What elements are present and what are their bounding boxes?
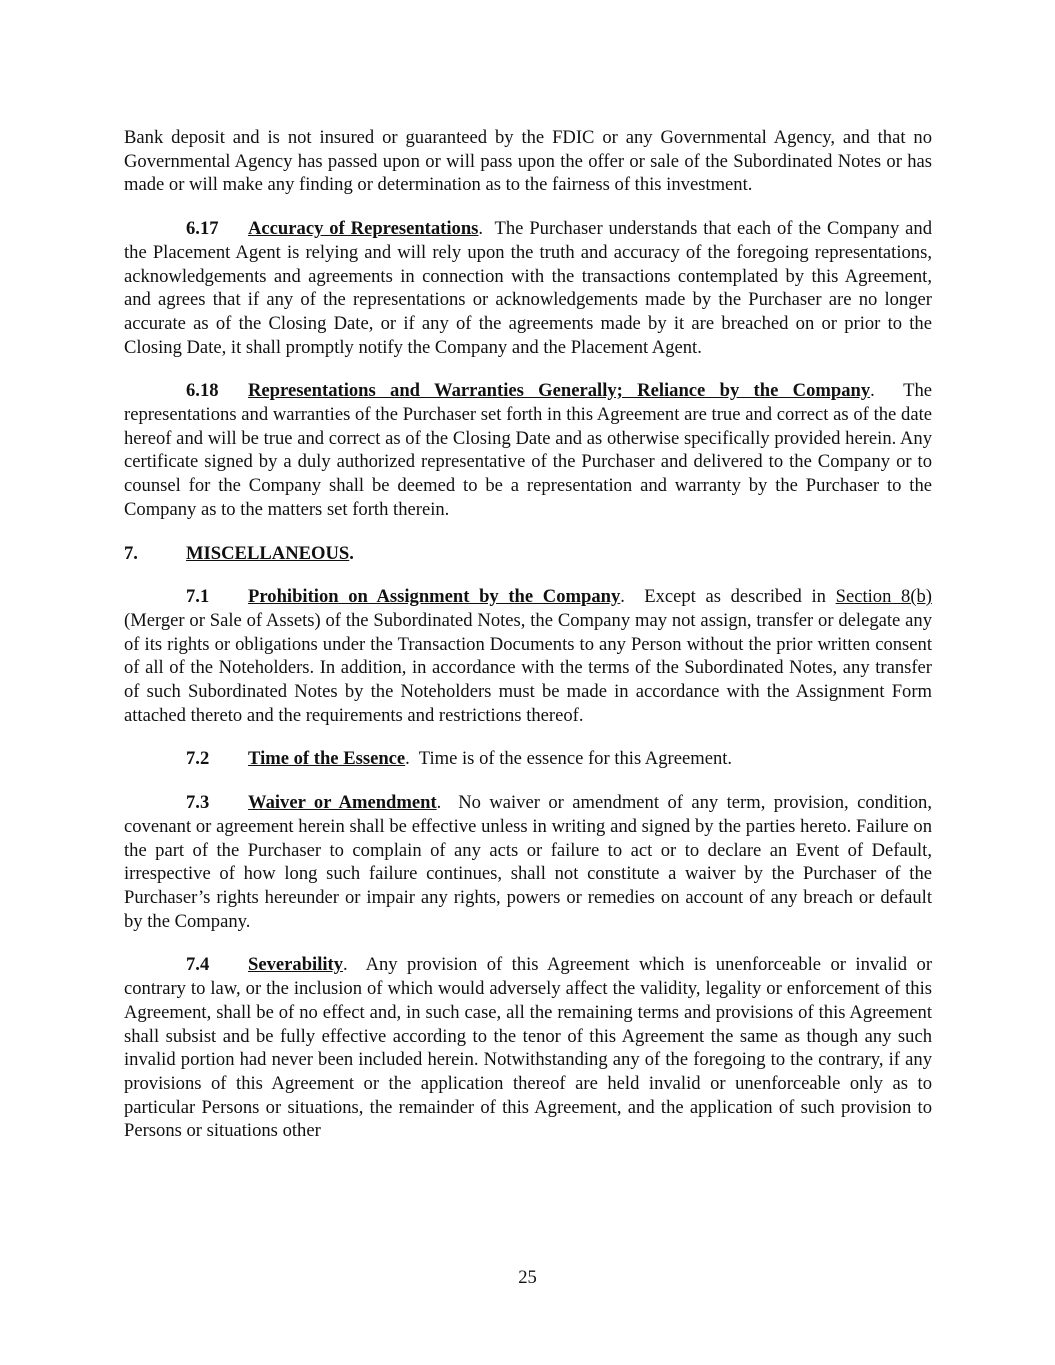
page-number: 25 [518, 1267, 537, 1288]
section-8b-link[interactable]: Section 8(b) [835, 586, 932, 608]
continuation-text: Bank deposit and is not insured or guaranteed by the FDIC or any Governmental Agency, and that no Governmental Agency has passed upon or will pass upon the offer or sale of the Subordinated Notes or has made or will make any finding or determination as to the fairness of this investment. [124, 127, 932, 196]
section-number: 6.18 [186, 380, 219, 402]
section-text: No waiver or amendment of any term, provision, condition, covenant or agreement herein shall be effective unless in writing and signed by the parties hereto. Failure on the part of the Purchaser to complain of any acts or failure to act or to declare an Event of Default, irrespective of how long such failure continues, shall not constitute a waiver by the Purchaser of the Purchaser’s rights hereunder or impair any rights, powers or remedies on account of any breach or default by the Company. [124, 792, 932, 932]
section-text: The representations and warranties of the Purchaser set forth in this Agreement are true and correct as of the date hereof and will be true and correct as of the Closing Date and as otherwise specifically provided herein. Any certificate signed by a duly authorized representative of the Purchaser and delivered to the Company or to counsel for the Company shall be deemed to be a representation and warranty by the Purchaser to the Company as to the matters set forth therein. [124, 380, 933, 520]
continuation-paragraph [124, 126, 932, 197]
section-text: Except as described in [644, 586, 826, 608]
section-6-18: 6.18 Representations and Warranties Generally; Reliance by the Company. The representations and warranties of the Purchaser set forth in this Agreement are true and correct as of the date hereof and will be true and correct as of the Closing Date and as otherwise specifically provided herein. Any certificate signed by a duly authorized representative of the Purchaser and delivered to the Company or to counsel for the Company shall be deemed to be a representation and warranty by the Purchaser to the Company as to the matters set forth therein. [124, 380, 933, 520]
section-7-4: 7.4 Severability. Any provision of this Agreement which is unenforceable or invalid or contrary to law, or the inclusion of which would adversely affect the validity, legality or enforcement of this Agreement, shall be of no effect and, in such case, all the remaining terms and provisions of this Agreement shall subsist and be fully effective according to the tenor of this Agreement the same as though any such invalid portion had never been included herein. Notwithstanding any of the foregoing to the contrary, if any provisions of this Agreement or the application thereof are held invalid or unenforceable only as to particular Persons or situations, the remainder of this Agreement, and the application of such provision to Persons or situations other [124, 954, 933, 1142]
section-heading: Waiver or Amendment [248, 792, 437, 814]
section-heading: Time of the Essence [248, 748, 406, 770]
section-heading: Severability [248, 954, 344, 976]
section-heading: Prohibition on Assignment by the Company [248, 586, 621, 608]
document-page [124, 126, 932, 1163]
section-heading: Accuracy of Representations [248, 218, 479, 240]
section-7-1: 7.1 Prohibition on Assignment by the Company. Except as described in Section 8(b) (Merger or Sale of Assets) of the Subordinated Notes, the Company may not assign, transfer or delegate any of its rights or obligations under the Transaction Documents to any Person without the prior written consent of all of the Noteholders. In addition, in accordance with the terms of the Subordinated Notes, any transfer of such Subordinated Notes by the Noteholders must be made in accordance with the Assignment Form attached thereto and the requirements and restrictions thereof. [124, 586, 932, 726]
section-number: 6.17 [186, 218, 219, 240]
section-6-17: 6.17 Accuracy of Representations. The Purchaser understands that each of the Company and the Placement Agent is relying and will rely upon the truth and accuracy of the foregoing representations, acknowledgements and agreements in connection with the transactions contemplated by this Agreement, and agrees that if any of the representations or acknowledgements made by the Purchaser are no longer accurate as of the Closing Date, or if any of the agreements made by it are breached on or prior to the Closing Date, it shall promptly notify the Company and the Placement Agent. [124, 218, 933, 358]
section-number: 7. [124, 542, 138, 564]
section-number: 7.2 [186, 748, 210, 770]
section-text: (Merger or Sale of Assets) of the Subordinated Notes, the Company may not assign, transfer or delegate any of its rights or obligations under the Transaction Documents to any Person without the prior written consent of all of the Noteholders. In addition, in accordance with the terms of the Subordinated Notes, any transfer of such Subordinated Notes by the Noteholders must be made in accordance with the Assignment Form attached thereto and the requirements and restrictions thereof. [124, 609, 932, 726]
section-title: MISCELLANEOUS [186, 542, 350, 564]
section-text: The Purchaser understands that each of the Company and the Placement Agent is relying and will rely upon the truth and accuracy of the foregoing representations, acknowledgements and agreements in connection with the transactions contemplated by this Agreement, and agrees that if any of the representations or acknowledgements made by the Purchaser are no longer accurate as of the Closing Date, or if any of the agreements made by it are breached on or prior to the Closing Date, it shall promptly notify the Company and the Placement Agent. [124, 218, 933, 358]
section-number: 7.3 [186, 792, 210, 814]
section-heading: Representations and Warranties Generally; Reliance by the Company [248, 380, 871, 402]
section-7-heading: 7. MISCELLANEOUS. [124, 542, 354, 564]
section-7-3: 7.3 Waiver or Amendment. No waiver or amendment of any term, provision, condition, covenant or agreement herein shall be effective unless in writing and signed by the parties hereto. Failure on the part of the Purchaser to complain of any acts or failure to act or to declare an Event of Default, irrespective of how long such failure continues, shall not constitute a waiver by the Purchaser of the Purchaser’s rights hereunder or impair any rights, powers or remedies on account of any breach or default by the Company. [124, 792, 932, 932]
section-7-2: 7.2 Time of the Essence. Time is of the essence for this Agreement. [186, 748, 733, 770]
section-text: Any provision of this Agreement which is unenforceable or invalid or contrary to law, or the inclusion of which would adversely affect the validity, legality or enforcement of this Agreement, shall be of no effect and, in such case, all the remaining terms and provisions of this Agreement shall subsist and be fully effective according to the tenor of this Agreement the same as though any such invalid portion had never been included herein. Notwithstanding any of the foregoing to the contrary, if any provisions of this Agreement or the application thereof are held invalid or unenforceable only as to particular Persons or situations, the remainder of this Agreement, and the application of such provision to Persons or situations other [124, 954, 933, 1142]
section-text: Time is of the essence for this Agreement. [418, 748, 733, 770]
section-number: 7.1 [186, 586, 210, 608]
section-number: 7.4 [186, 954, 210, 976]
